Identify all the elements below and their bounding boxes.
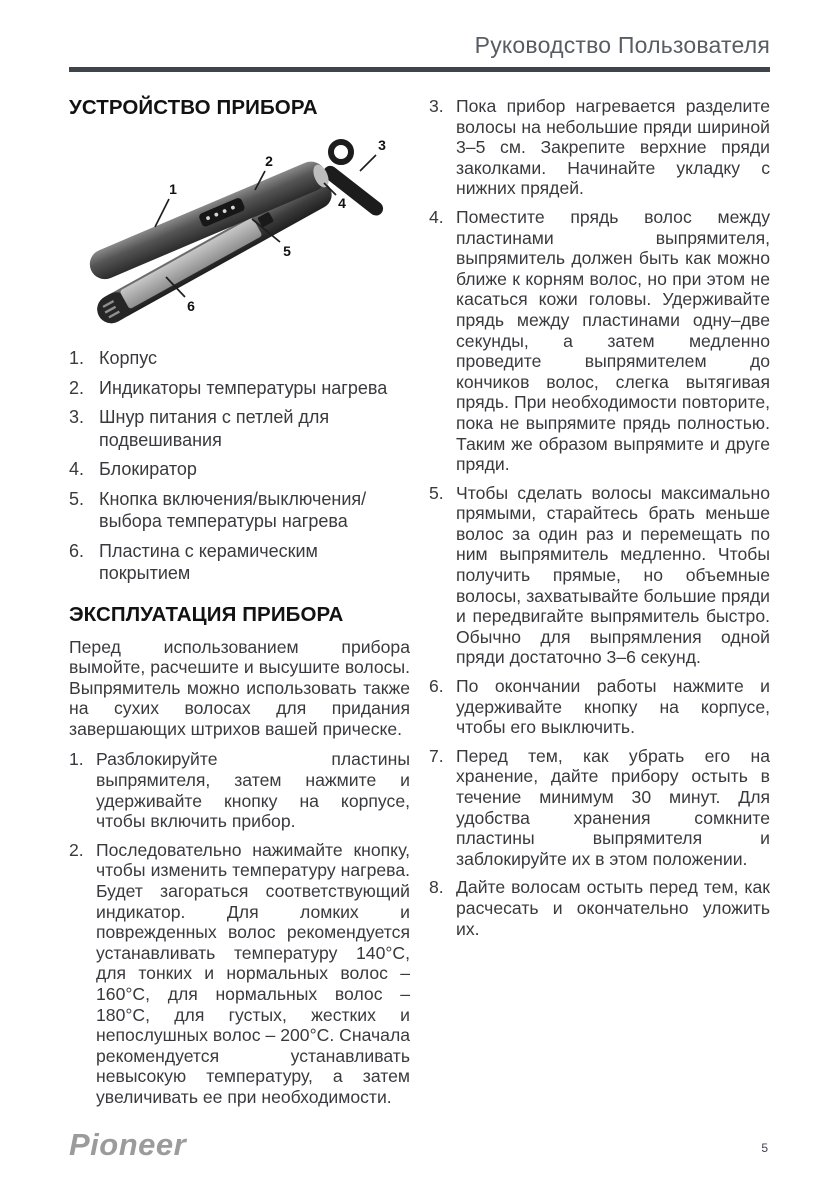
step-number: 2.	[69, 839, 84, 860]
part-label: Корпус	[99, 348, 158, 368]
step-item	[69, 749, 410, 831]
part-label: Пластина с керамическим покрытием	[99, 540, 318, 583]
list-item	[69, 406, 410, 451]
device-section-heading: УСТРОЙСТВО ПРИБОРА	[69, 96, 318, 119]
step-item	[429, 483, 770, 668]
manual-title: Руководство Пользователя	[474, 32, 770, 58]
list-item	[69, 377, 410, 400]
step-text: Пока прибор нагревается разделите волосы на небольшие пряди шириной 3–5 см. Закрепите верхние пряди заколками. Начинайте укладку с нижних прядей.	[456, 96, 770, 199]
page-header	[69, 0, 770, 72]
step-item	[69, 840, 410, 1108]
part-number: 5.	[69, 488, 85, 509]
part-number: 4.	[69, 459, 85, 479]
right-column	[429, 96, 770, 1116]
operation-intro-paragraph: Перед использованием прибора вымойте, расчешите и высушите волосы. Выпрямитель можно использовать также на сухих волосах для придания завершающих штрихов вашей прическе.	[69, 636, 410, 739]
step-item	[429, 746, 770, 870]
part-number: 2.	[69, 377, 85, 398]
step-item	[429, 207, 770, 475]
step-number: 1.	[69, 749, 84, 770]
part-number: 3.	[69, 407, 85, 427]
step-number: 7.	[429, 745, 444, 766]
step-item	[429, 877, 770, 939]
content-columns	[69, 96, 770, 1116]
callout-5: 5	[283, 243, 291, 259]
step-text: Перед тем, как убрать его на хранение, дайте прибору остыть в течение минимум 30 минут. Для удобства хранения сомкните пластины выпрямителя и заблокируйте их в этом положении.	[456, 745, 770, 869]
step-text: Чтобы сделать волосы максимально прямыми, старайтесь брать меньше волос за один раз и перемещать по ним выпрямитель медленно. Чтобы получить прямые, но объемные волосы, захватывайте большие пряди и передвигайте выпрямитель быстро. Обычно для выпрямления одной пряди достаточно 3–6 секунд.	[456, 482, 770, 668]
part-label: Кнопка включения/выключения/​выбора температуры нагрева	[99, 488, 367, 531]
header-rule	[69, 67, 770, 72]
step-text: По окончании работы нажмите и удерживайте кнопку на корпусе, чтобы его выключить.	[456, 676, 770, 738]
part-label: Блокиратор	[99, 459, 197, 479]
list-item	[69, 540, 410, 585]
part-number: 1.	[69, 348, 85, 368]
part-number: 6.	[69, 540, 85, 561]
list-item	[69, 488, 410, 533]
list-item	[69, 458, 410, 481]
step-number: 4.	[429, 206, 444, 227]
parts-list	[69, 347, 410, 585]
step-text: Дайте волосам остыть перед тем, как расчесать и окончательно уложить их.	[456, 877, 770, 939]
device-illustration	[69, 130, 410, 337]
step-number: 8.	[429, 877, 444, 898]
callout-3: 3	[378, 137, 386, 153]
callout-6: 6	[187, 298, 195, 314]
operation-section-heading: ЭКСПЛУАТАЦИЯ ПРИБОРА	[69, 602, 344, 626]
list-item	[69, 347, 410, 370]
callout-2: 2	[265, 153, 273, 169]
callout-1: 1	[169, 181, 177, 197]
step-text: Поместите прядь волос между пластинами выпрямителя, выпрямитель должен быть как можно ближе к корням волос, но при этом не касаться кожи головы. Удерживайте прядь между пластинами одну–две секунды, а затем медленно проведите выпрямителем до кончиков волос, слегка вытягивая прядь. При необходимости повторите, пока не выпрямите прядь полностью. Таким же образом выпрямите и друге пряди.	[456, 206, 770, 475]
step-item	[429, 676, 770, 738]
brand-logo: Pioneer	[69, 1127, 187, 1162]
step-number: 3.	[429, 96, 444, 116]
callout-4: 4	[338, 195, 346, 211]
step-number: 5.	[429, 482, 444, 503]
step-text: Разблокируйте пластины выпрямителя, затем нажмите и удерживайте кнопку на корпусе, чтобы включить прибор.	[96, 749, 410, 832]
step-text: Последовательно нажимайте кнопку, чтобы изменить температуру нагрева. Будет загораться соответствующий индикатор. Для ломких и поврежденных волос рекомендуется устанавливать температуру 140°С, для тонких и нормальных волос – 160°С, для нормальных волос – 180°С, для густых, жестких и непослушных волос – 200°С. Сначала рекомендуется устанавливать невысокую температуру, а затем увеличивать ее при необходимости.	[96, 839, 410, 1107]
left-column	[69, 96, 410, 1116]
page-number: 5	[761, 1141, 768, 1155]
hair-straightener-diagram-icon	[69, 130, 409, 332]
part-label: Шнур питания с петлей для подвешивания	[99, 407, 330, 450]
step-number: 6.	[429, 676, 444, 697]
step-item	[429, 96, 770, 199]
part-label: Индикаторы температуры нагрева	[99, 377, 388, 398]
cord-loop-shape	[331, 142, 351, 162]
